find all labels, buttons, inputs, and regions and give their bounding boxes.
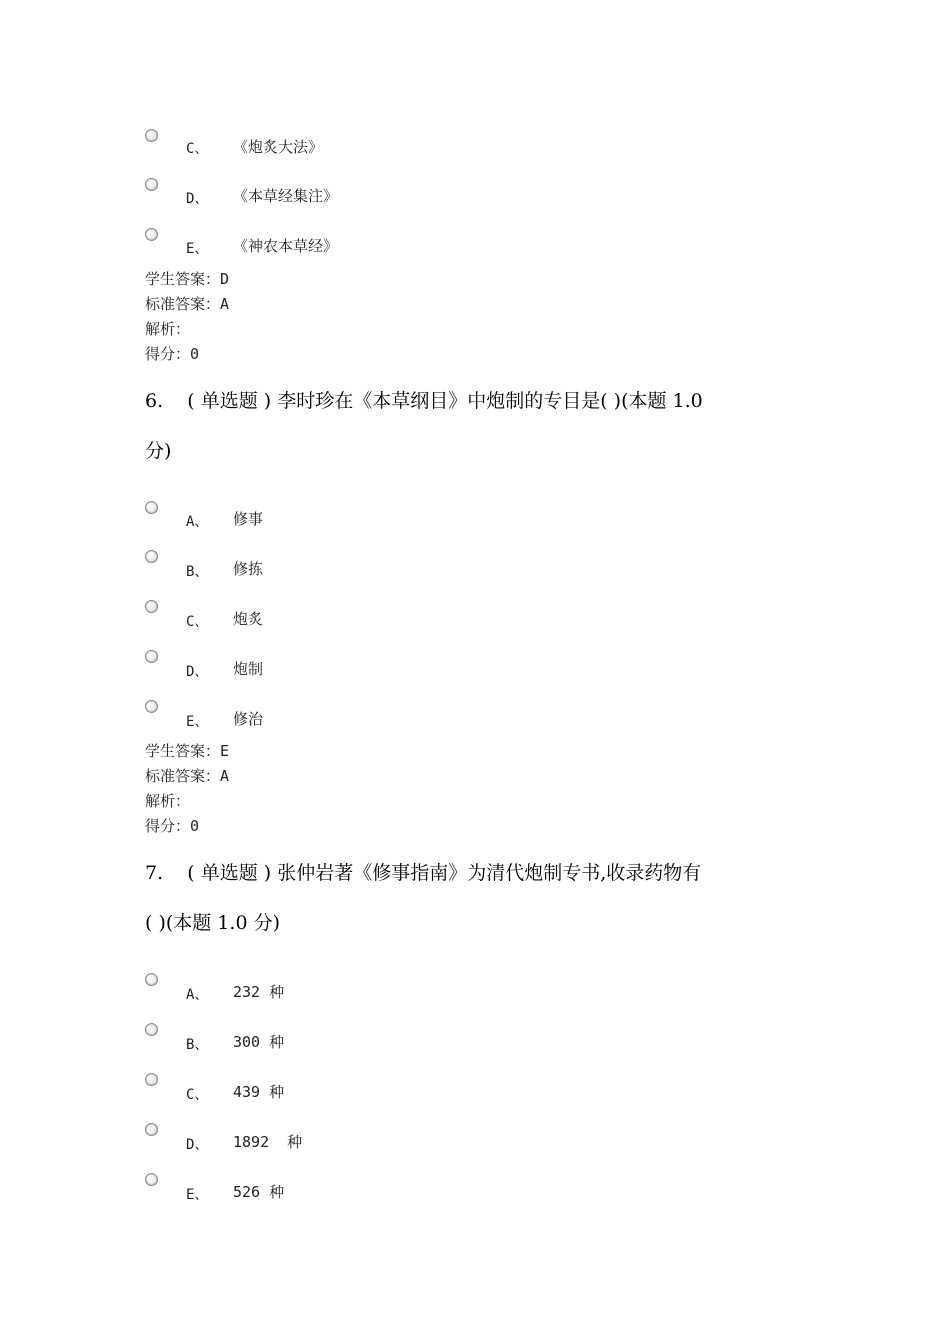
option-letter: C、 (186, 141, 209, 157)
option-letter: D、 (186, 1137, 209, 1153)
option-text: 439 种 (233, 1083, 285, 1101)
option-text: 《炮炙大法》 (233, 138, 324, 156)
radio-button-q6-c[interactable] (145, 600, 158, 613)
option-text: 炮炙 (233, 610, 264, 628)
q6-analysis: 解析： (145, 792, 191, 810)
radio-button-q6-b[interactable] (145, 550, 158, 563)
option-text: 修拣 (233, 560, 264, 578)
radio-button-q5-d[interactable] (145, 178, 158, 191)
radio-button-q6-e[interactable] (145, 700, 158, 713)
q6-title-line1: 6. ( 单选题 ) 李时珍在《本草纲目》中炮制的专目是( )(本题 1.0 (145, 390, 703, 412)
option-text: 232 种 (233, 983, 285, 1001)
option-letter: C、 (186, 1087, 209, 1103)
option-letter: E、 (186, 241, 209, 257)
option-letter: D、 (186, 191, 209, 207)
radio-button-q6-d[interactable] (145, 650, 158, 663)
radio-button-q5-c[interactable] (145, 129, 158, 142)
radio-button-q6-a[interactable] (145, 501, 158, 514)
q6-title-line2: 分) (145, 440, 172, 462)
q6-student-answer: 学生答案：E (145, 742, 230, 760)
radio-button-q7-d[interactable] (145, 1123, 158, 1136)
radio-button-q7-c[interactable] (145, 1073, 158, 1086)
q5-student-answer: 学生答案：D (145, 270, 230, 288)
q5-standard-answer: 标准答案：A (145, 295, 230, 313)
option-letter: E、 (186, 714, 209, 730)
radio-button-q7-b[interactable] (145, 1023, 158, 1036)
option-letter: A、 (186, 987, 209, 1003)
q6-score: 得分：0 (145, 817, 200, 835)
q6-standard-answer: 标准答案：A (145, 767, 230, 785)
option-text: 300 种 (233, 1033, 285, 1051)
option-letter: D、 (186, 664, 209, 680)
option-text: 526 种 (233, 1183, 285, 1201)
radio-button-q7-a[interactable] (145, 973, 158, 986)
radio-button-q5-e[interactable] (145, 228, 158, 241)
q5-score: 得分：0 (145, 345, 200, 363)
option-letter: E、 (186, 1187, 209, 1203)
option-text: 修事 (233, 510, 264, 528)
option-letter: A、 (186, 514, 209, 530)
option-text: 1892 种 (233, 1133, 303, 1151)
q7-title-line2: ( )(本题 1.0 分) (145, 912, 280, 934)
option-text: 《本草经集注》 (233, 187, 339, 205)
option-letter: C、 (186, 614, 209, 630)
radio-button-q7-e[interactable] (145, 1173, 158, 1186)
q7-title-line1: 7. ( 单选题 ) 张仲岩著《修事指南》为清代炮制专书,收录药物有 (145, 862, 702, 884)
option-text: 炮制 (233, 660, 264, 678)
option-text: 修治 (233, 710, 264, 728)
option-text: 《神农本草经》 (233, 237, 339, 255)
q5-analysis: 解析： (145, 320, 191, 338)
option-letter: B、 (186, 564, 209, 580)
option-letter: B、 (186, 1037, 209, 1053)
